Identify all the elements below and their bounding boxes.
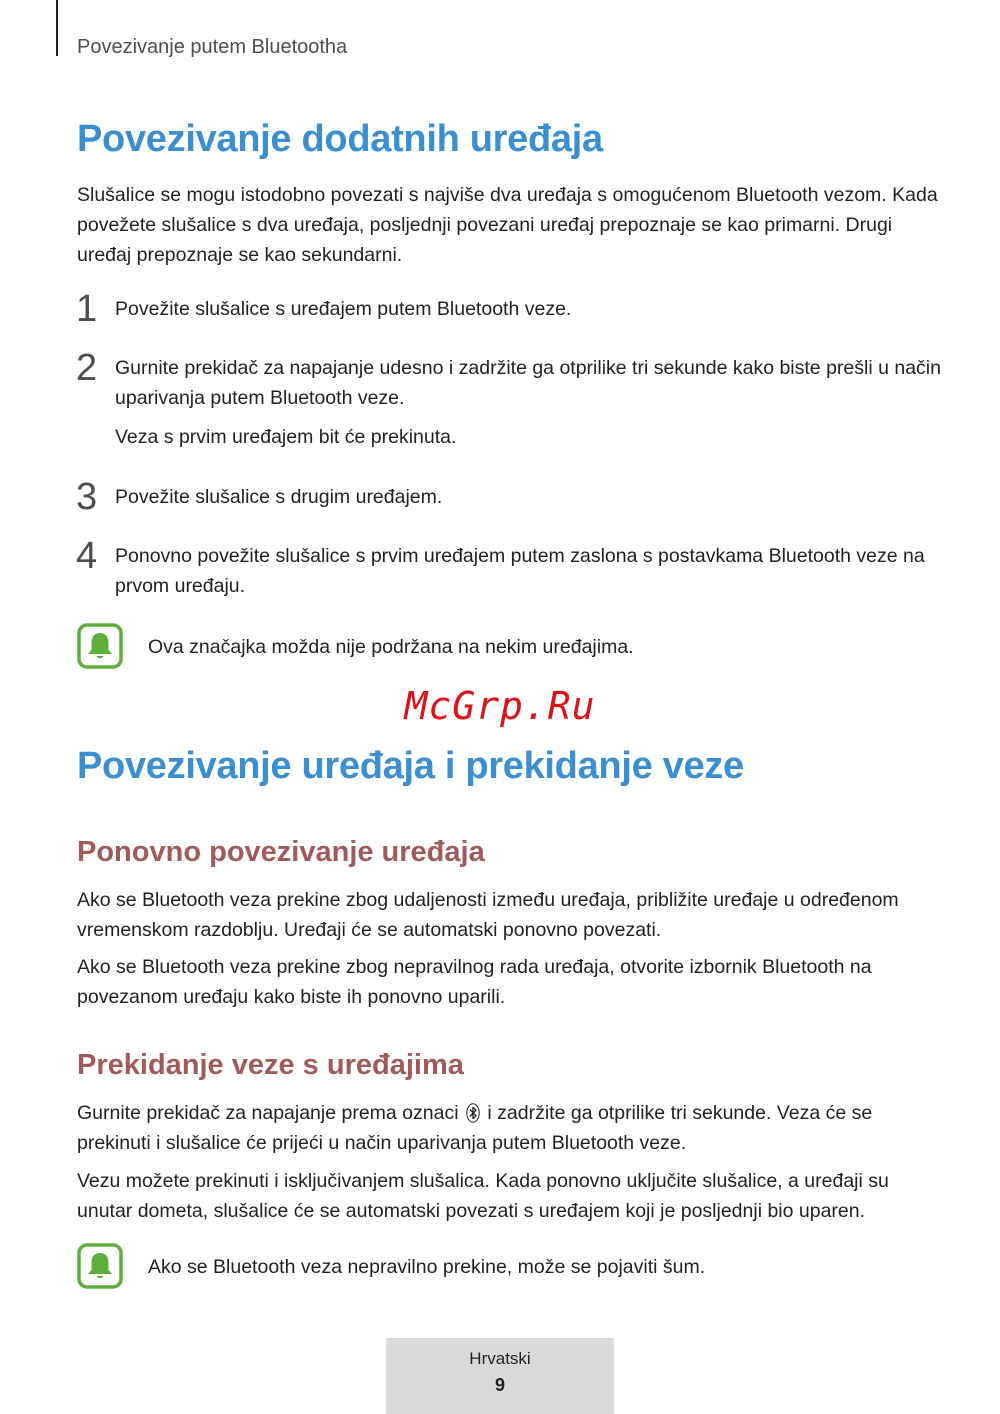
page-footer <box>386 1338 614 1414</box>
bluetooth-icon <box>466 1103 480 1123</box>
step-2-text: Gurnite prekidač za napajanje udesno i zadržite ga otprilike tri sekunde kako biste prešli u način uparivanja putem Bluetooth veze. <box>115 357 941 409</box>
bell-icon <box>77 1243 123 1289</box>
step-3-number: 3 <box>76 476 98 518</box>
step-1-number: 1 <box>76 288 98 330</box>
watermark: McGrp.Ru <box>404 684 596 728</box>
page-number: 9 <box>494 1375 505 1395</box>
step-2-subtext: Veza s prvim uređajem bit će prekinuta. <box>115 426 457 448</box>
header-divider <box>56 0 58 56</box>
section1-title: Povezivanje dodatnih uređaja <box>77 118 603 160</box>
disconnect-p1-before: Gurnite prekidač za napajanje prema oznaci <box>77 1102 459 1124</box>
header-section-title: Povezivanje putem Bluetootha <box>77 36 348 58</box>
section2-note: Ako se Bluetooth veza nepravilno prekine, može se pojaviti šum. <box>148 1256 706 1278</box>
disconnect-p1-after: i zadržite ga otprilike tri sekunde. Veza će se prekinuti i slušalice će prijeći u način uparivanja putem Bluetooth veze. <box>77 1102 873 1154</box>
bell-icon <box>77 623 123 669</box>
step-1-text: Povežite slušalice s uređajem putem Bluetooth veze. <box>115 298 572 320</box>
step-3-text: Povežite slušalice s drugim uređajem. <box>115 486 443 508</box>
step-2-number: 2 <box>76 347 98 389</box>
section1-intro: Slušalice se mogu istodobno povezati s najviše dva uređaja s omogućenom Bluetooth vezom. Kada povežete slušalice s dva uređaja, posljednji povezani uređaj prepoznaje se kao primarni. Drugi uređaj prepoznaje se kao sekundarni. <box>77 184 938 266</box>
footer-language: Hrvatski <box>469 1349 531 1368</box>
section2-title: Povezivanje uređaja i prekidanje veze <box>77 745 744 787</box>
reconnect-paragraph-2: Ako se Bluetooth veza prekine zbog nepravilnog rada uređaja, otvorite izbornik Bluetooth na povezanom uređaju kako biste ih ponovno uparili. <box>77 956 872 1008</box>
reconnect-subtitle: Ponovno povezivanje uređaja <box>77 836 485 868</box>
section1-note: Ova značajka možda nije podržana na nekim uređajima. <box>148 636 634 658</box>
step-4-number: 4 <box>76 535 98 577</box>
disconnect-paragraph-1 <box>77 1098 947 1158</box>
disconnect-paragraph-2: Vezu možete prekinuti i isključivanjem slušalica. Kada ponovno uključite slušalice, a uređaji su unutar dometa, slušalice će se automatski povezati s uređajem koji je posljednji bio uparen. <box>77 1170 889 1222</box>
reconnect-paragraph-1: Ako se Bluetooth veza prekine zbog udaljenosti između uređaja, približite uređaje u određenom vremenskom razdoblju. Uređaji će se automatski ponovno povezati. <box>77 889 899 941</box>
disconnect-subtitle: Prekidanje veze s uređajima <box>77 1049 464 1081</box>
step-4-text: Ponovno povežite slušalice s prvim uređajem putem zaslona s postavkama Bluetooth veze na prvom uređaju. <box>115 545 925 597</box>
